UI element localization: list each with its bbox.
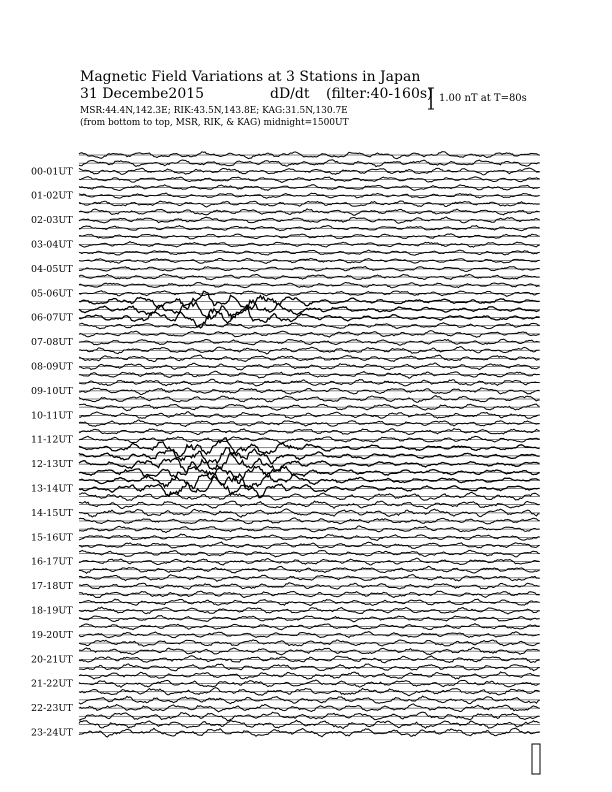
scale-bar-label: 1.00 nT at T=80s: [439, 93, 527, 104]
hour-label: 00-01UT: [31, 166, 73, 178]
trace-09-10UT-MSR: [79, 388, 540, 395]
trace-order-info: (from bottom to top, MSR, RIK, & KAG) midnight=1500UT: [80, 118, 349, 128]
hour-label: 20-21UT: [31, 654, 73, 666]
hour-label: 05-06UT: [31, 288, 73, 300]
hour-label: 09-10UT: [31, 385, 73, 397]
hour-label: 16-17UT: [31, 556, 73, 568]
quantity-label: dD/dt: [270, 86, 310, 102]
hour-label: 08-09UT: [31, 361, 73, 373]
trace-06-07UT-KAG: [79, 291, 540, 309]
hour-label: 02-03UT: [31, 215, 73, 227]
hour-label: 17-18UT: [31, 581, 73, 593]
scale-box-bottom: [532, 744, 540, 774]
hour-label: 03-04UT: [31, 239, 73, 251]
hour-label: 11-12UT: [31, 434, 73, 446]
trace-10-11UT-RIK: [79, 404, 540, 411]
hour-label: 15-16UT: [31, 532, 73, 544]
hour-label: 06-07UT: [31, 312, 73, 324]
stations-info: MSR:44.4N,142.3E; RIK:43.5N,143.8E; KAG:31.5N,130.7E: [80, 106, 348, 116]
hour-label: 19-20UT: [31, 629, 73, 641]
hour-label: 14-15UT: [31, 507, 73, 519]
date-label: 31 Decembe2015: [80, 86, 205, 102]
hour-label-group: [31, 166, 73, 738]
hour-label: 07-08UT: [31, 337, 73, 349]
hour-label: 04-05UT: [31, 263, 73, 275]
hour-label: 10-11UT: [31, 410, 73, 422]
hour-label: 18-19UT: [31, 605, 73, 617]
trace-group: [79, 152, 540, 737]
hour-label: 01-02UT: [31, 190, 73, 202]
filter-label: (filter:40-160s): [326, 86, 433, 102]
hour-label: 12-13UT: [31, 459, 73, 471]
hour-label: 23-24UT: [31, 727, 73, 739]
chart-title: Magnetic Field Variations at 3 Stations in Japan: [80, 69, 421, 85]
hour-label: 21-22UT: [31, 678, 73, 690]
hour-label: 13-14UT: [31, 483, 73, 495]
hour-label: 22-23UT: [31, 703, 73, 715]
